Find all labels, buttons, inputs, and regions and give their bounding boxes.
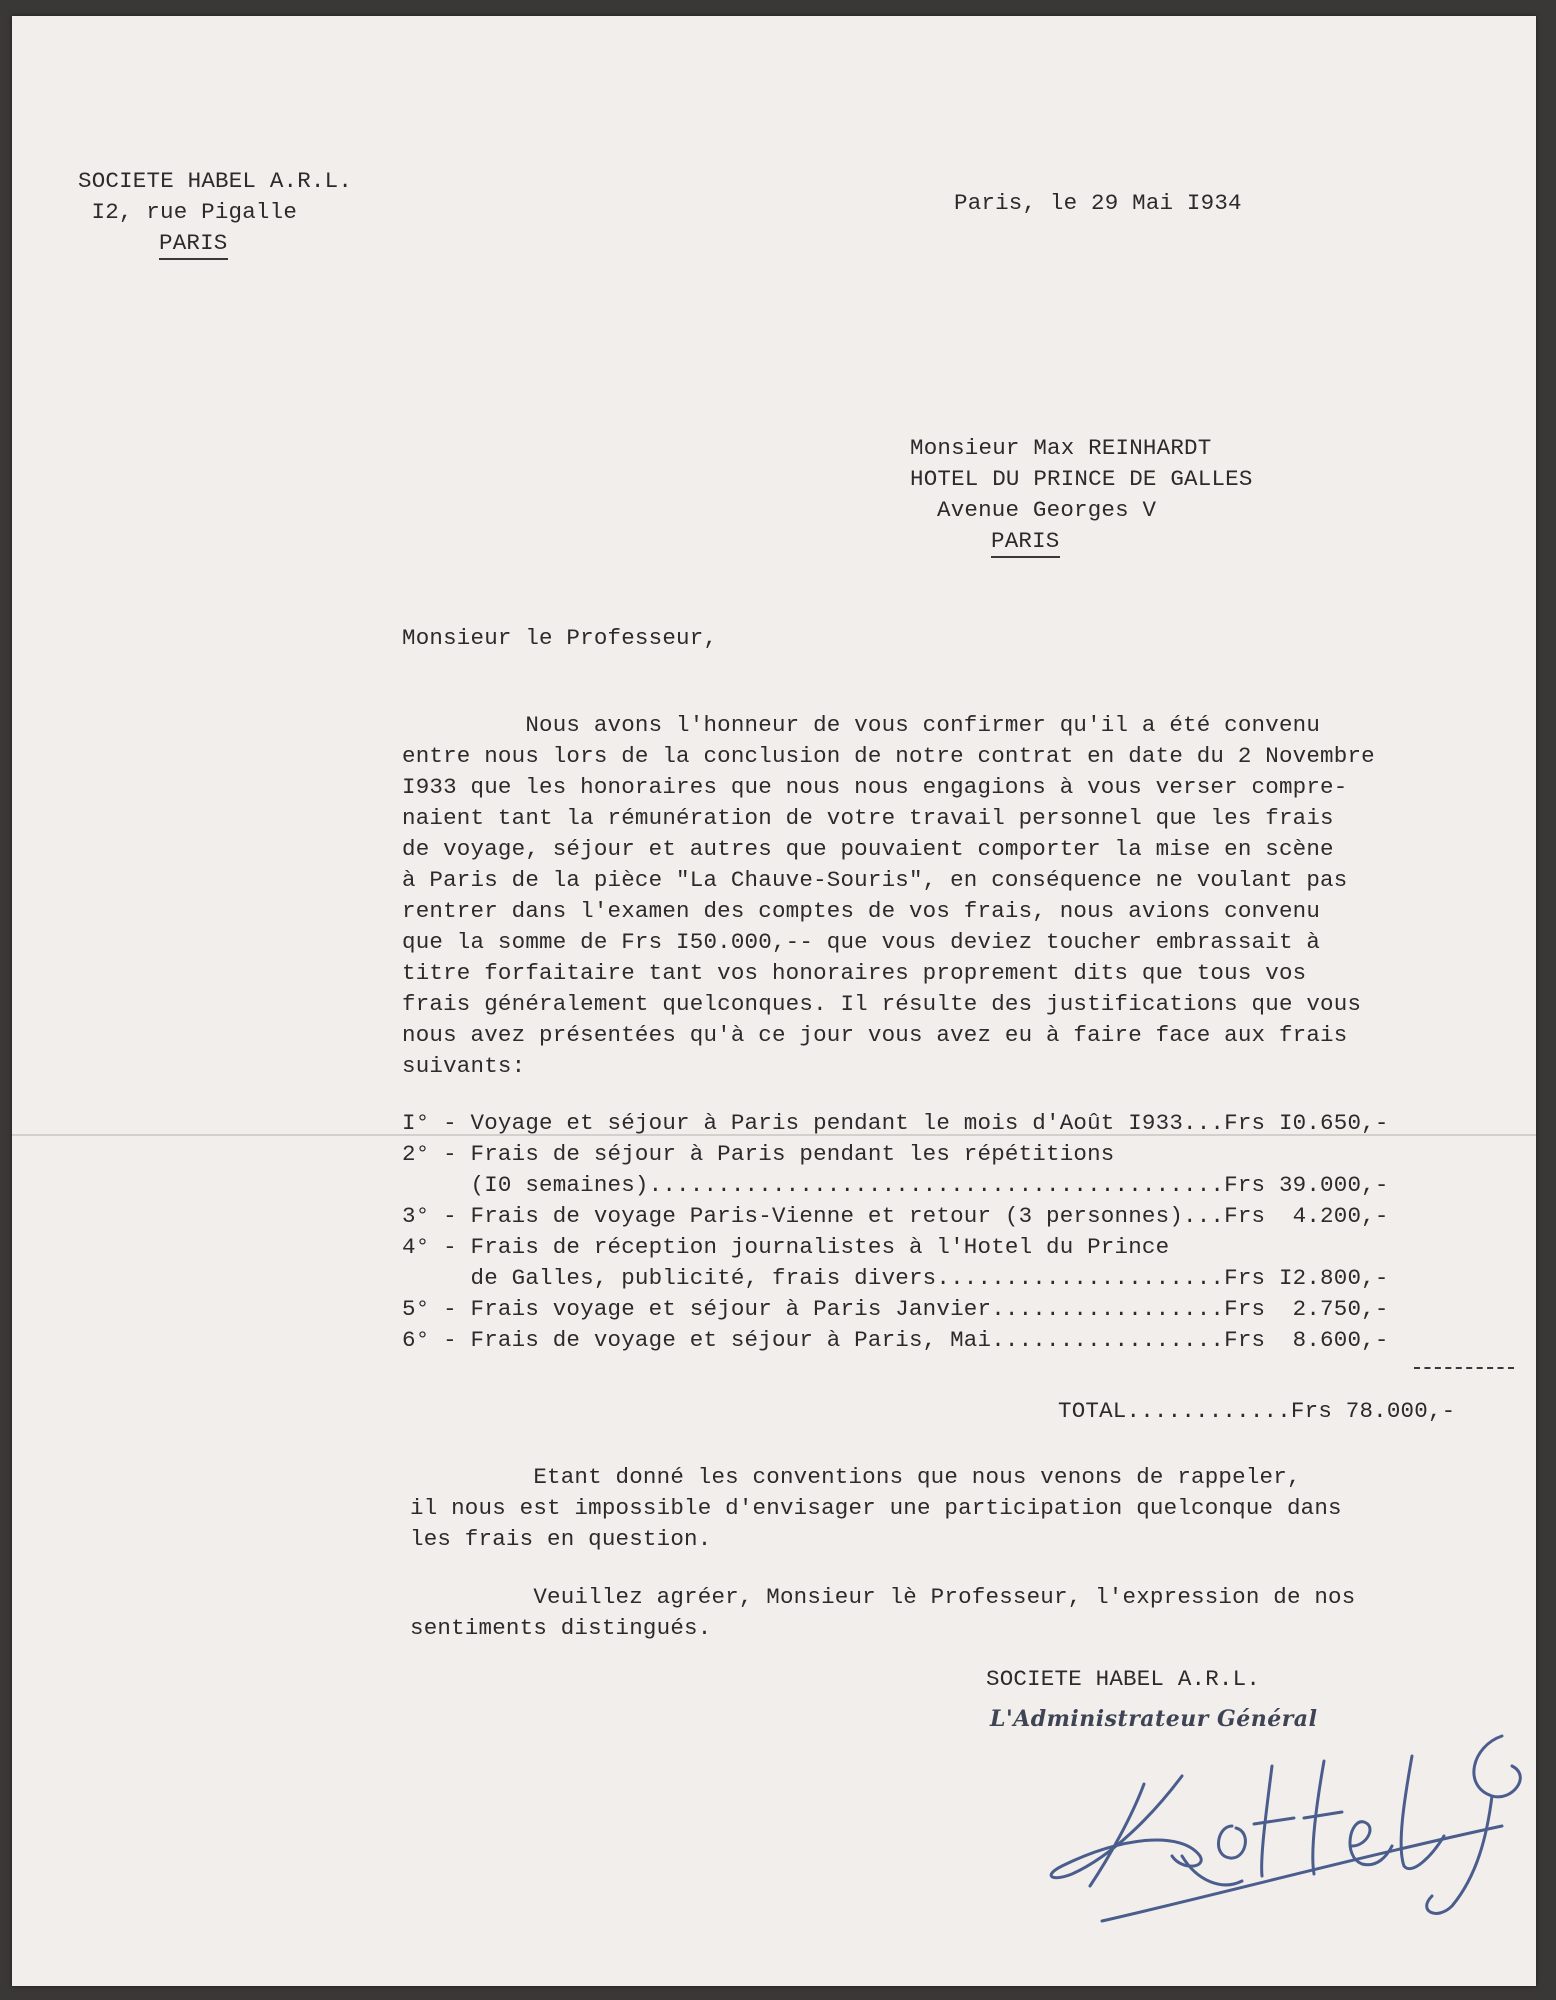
- body-line: titre forfaitaire tant vos honoraires proprement dits que tous vos: [402, 960, 1307, 986]
- letter-page: [12, 16, 1536, 1986]
- body-line: nous avez présentées qu'à ce jour vous avez eu à faire face aux frais: [402, 1022, 1348, 1048]
- recipient-line: Avenue Georges V: [937, 497, 1157, 523]
- sender-line: I2, rue Pigalle: [91, 199, 298, 225]
- expense-line: I° - Voyage et séjour à Paris pendant le mois d'Août I933...Frs I0.650,-: [402, 1110, 1389, 1136]
- expense-line: (I0 semaines)..........................................Frs 39.000,-: [402, 1172, 1389, 1198]
- body-line: rentrer dans l'examen des comptes de vos frais, nous avions convenu: [402, 898, 1321, 924]
- closing-line: il nous est impossible d'envisager une participation quelconque dans: [410, 1495, 1342, 1521]
- closing-line: Etant donné les conventions que nous venons de rappeler,: [410, 1464, 1301, 1490]
- signatory-company: SOCIETE HABEL A.R.L.: [986, 1666, 1261, 1692]
- expense-line: 5° - Frais voyage et séjour à Paris Janvier.................Frs 2.750,-: [402, 1296, 1389, 1322]
- sender-line: PARIS: [78, 228, 352, 259]
- letter-date: Paris, le 29 Mai I934: [954, 190, 1242, 216]
- body-line: frais généralement quelconques. Il résulte des justifications que vous: [402, 991, 1362, 1017]
- title-stamp: L'Administrateur Général: [990, 1706, 1318, 1732]
- expense-line: 4° - Frais de réception journalistes à l'Hotel du Prince: [402, 1234, 1170, 1260]
- expense-list: [402, 1108, 1389, 1356]
- recipient-line: PARIS: [910, 526, 1253, 557]
- salutation: Monsieur le Professeur,: [402, 625, 718, 651]
- letter-body: [402, 710, 1375, 1082]
- sender-line: SOCIETE HABEL A.R.L.: [78, 168, 353, 194]
- expense-line: 6° - Frais de voyage et séjour à Paris, Mai.................Frs 8.600,-: [402, 1327, 1389, 1353]
- body-line: de voyage, séjour et autres que pouvaient comporter la mise en scène: [402, 836, 1334, 862]
- expense-line: 2° - Frais de séjour à Paris pendant les répétitions: [402, 1141, 1115, 1167]
- total-rule: [1414, 1367, 1514, 1369]
- body-line: que la somme de Frs I50.000,-- que vous deviez toucher embrassait à: [402, 929, 1321, 955]
- body-line: Nous avons l'honneur de vous confirmer qu'il a été convenu: [402, 712, 1321, 738]
- recipient-line: Monsieur Max REINHARDT: [910, 435, 1212, 461]
- expense-line: de Galles, publicité, frais divers.....................Frs I2.800,-: [402, 1265, 1389, 1291]
- recipient-line: HOTEL DU PRINCE DE GALLES: [910, 466, 1253, 492]
- sender-address: [78, 166, 352, 259]
- expense-total: TOTAL............Frs 78.000,-: [1058, 1398, 1456, 1424]
- closing-line: les frais en question.: [410, 1526, 712, 1552]
- body-line: suivants:: [402, 1053, 526, 1079]
- recipient-address: [910, 433, 1253, 557]
- body-line: I933 que les honoraires que nous nous engagions à vous verser compre-: [402, 774, 1348, 800]
- body-line: à Paris de la pièce "La Chauve-Souris", en conséquence ne voulant pas: [402, 867, 1348, 893]
- closing-paragraph: [410, 1462, 1342, 1555]
- closing-line: Veuillez agréer, Monsieur lè Professeur, l'expression de nos: [410, 1584, 1356, 1610]
- closing-formula: [410, 1582, 1355, 1644]
- body-line: naient tant la rémunération de votre travail personnel que les frais: [402, 805, 1334, 831]
- body-line: entre nous lors de la conclusion de notre contrat en date du 2 Novembre: [402, 743, 1375, 769]
- closing-line: sentiments distingués.: [410, 1615, 712, 1641]
- expense-line: 3° - Frais de voyage Paris-Vienne et retour (3 personnes)...Frs 4.200,-: [402, 1203, 1389, 1229]
- handwritten-signature: [1032, 1706, 1536, 1946]
